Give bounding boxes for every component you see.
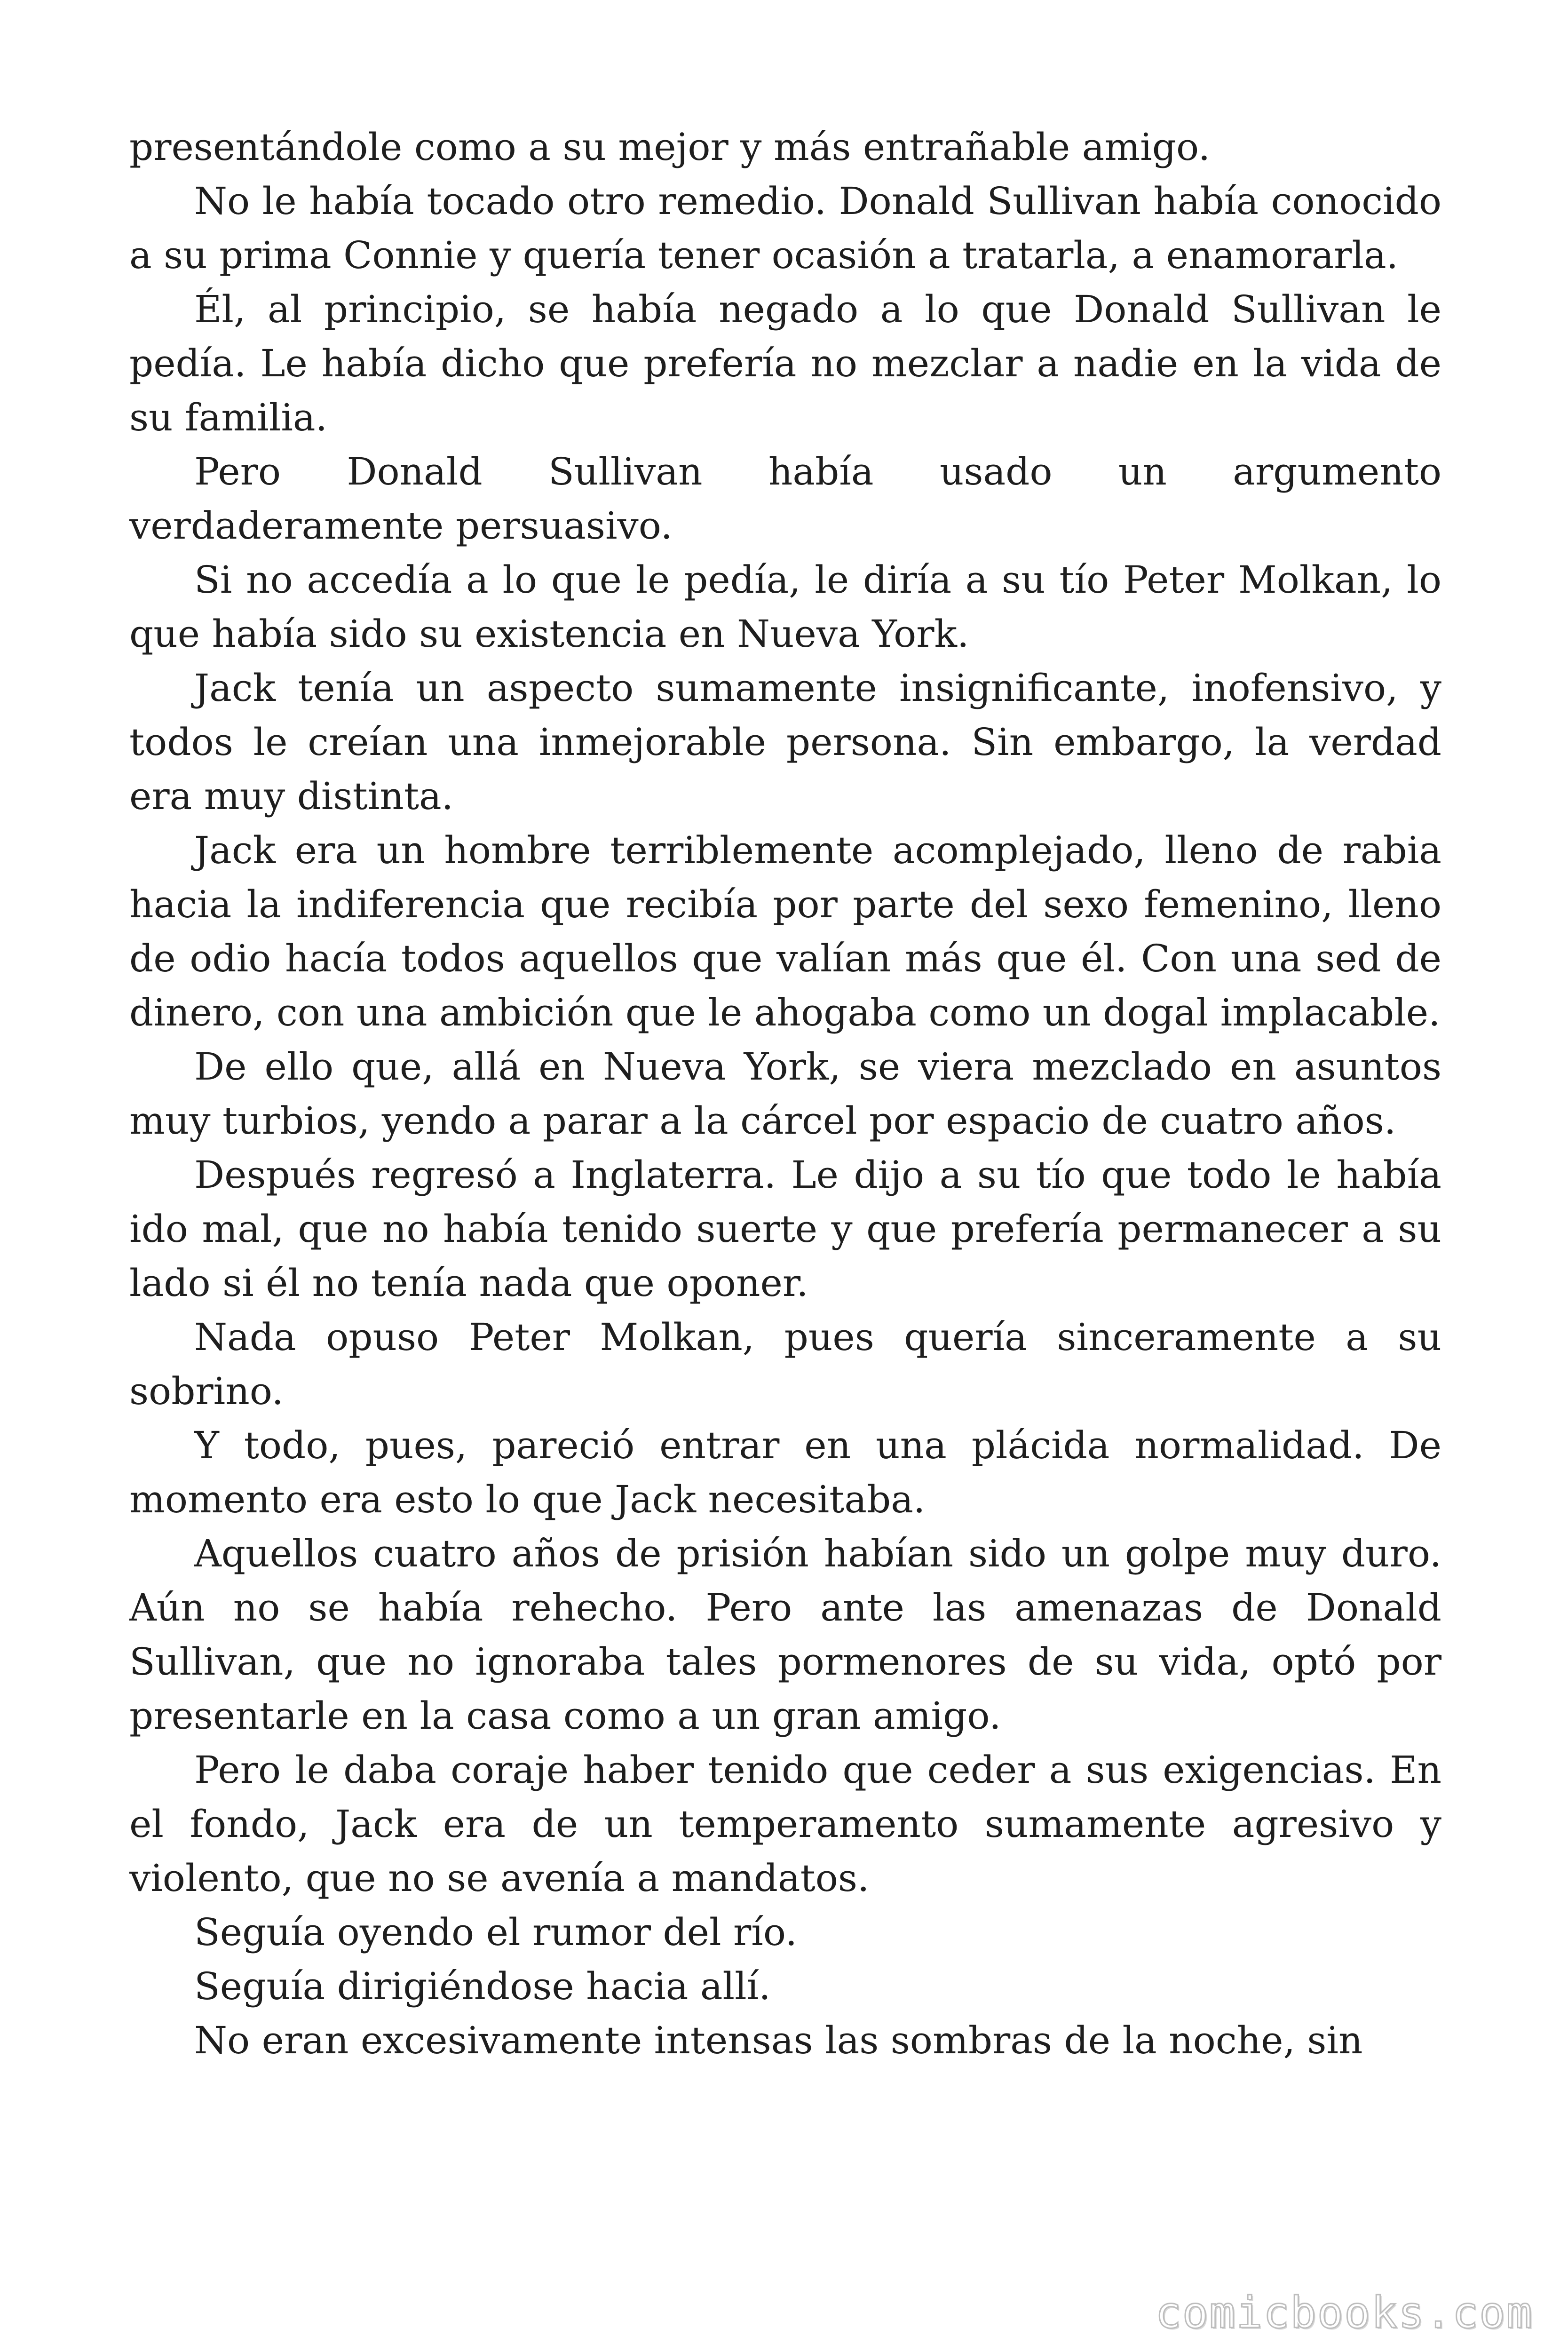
- paragraph: Después regresó a Inglaterra. Le dijo a su tío que todo le había ido mal, que no había tenido suerte y que prefería permanecer a su lado si él no tenía nada que oponer.: [129, 1153, 1441, 1305]
- paragraph: No le había tocado otro remedio. Donald Sullivan había conocido a su prima Connie y quería tener ocasión a tratarla, a enamorarla.: [129, 179, 1441, 277]
- paragraph: Jack era un hombre terriblemente acomplejado, lleno de rabia hacia la indiferencia que recibía por parte del sexo femenino, lleno de odio hacía todos aquellos que valían más que él. Con una sed de dinero, con una ambición que le ahogaba como un dogal implacable.: [129, 828, 1441, 1034]
- paragraph: Seguía dirigiéndose hacia allí.: [194, 1964, 771, 2008]
- paragraph: Pero Donald Sullivan había usado un argumento verdaderamente persuasivo.: [129, 450, 1441, 548]
- paragraph: No eran excesivamente intensas las sombras de la noche, sin: [194, 2018, 1363, 2062]
- paragraph: Y todo, pues, pareció entrar en una plácida normalidad. De momento era esto lo que Jack necesitaba.: [129, 1423, 1441, 1521]
- watermark: comicbooks.com: [1155, 2288, 1533, 2338]
- paragraph: Si no accedía a lo que le pedía, le diría a su tío Peter Molkan, lo que había sido su existencia en Nueva York.: [129, 558, 1441, 656]
- paragraph: Él, al principio, se había negado a lo que Donald Sullivan le pedía. Le había dicho que prefería no mezclar a nadie en la vida de su familia.: [129, 287, 1441, 439]
- paragraph: presentándole como a su mejor y más entrañable amigo.: [129, 125, 1211, 169]
- paragraph: Pero le daba coraje haber tenido que ceder a sus exigencias. En el fondo, Jack era de un temperamento sumamente agresivo y violento, que no se avenía a mandatos.: [129, 1748, 1441, 1900]
- paragraph: Nada opuso Peter Molkan, pues quería sinceramente a su sobrino.: [129, 1315, 1441, 1413]
- page-text: [129, 120, 1441, 2067]
- paragraph: Jack tenía un aspecto sumamente insignificante, inofensivo, y todos le creían una inmejorable persona. Sin embargo, la verdad era muy distinta.: [129, 666, 1441, 818]
- paragraph: Aquellos cuatro años de prisión habían sido un golpe muy duro. Aún no se había rehecho. Pero ante las amenazas de Donald Sullivan, que no ignoraba tales pormenores de su vida, optó por presentarle en la casa como a un gran amigo.: [129, 1532, 1441, 1738]
- paragraph: De ello que, allá en Nueva York, se viera mezclado en asuntos muy turbios, yendo a parar a la cárcel por espacio de cuatro años.: [129, 1045, 1441, 1143]
- paragraph: Seguía oyendo el rumor del río.: [194, 1910, 798, 1954]
